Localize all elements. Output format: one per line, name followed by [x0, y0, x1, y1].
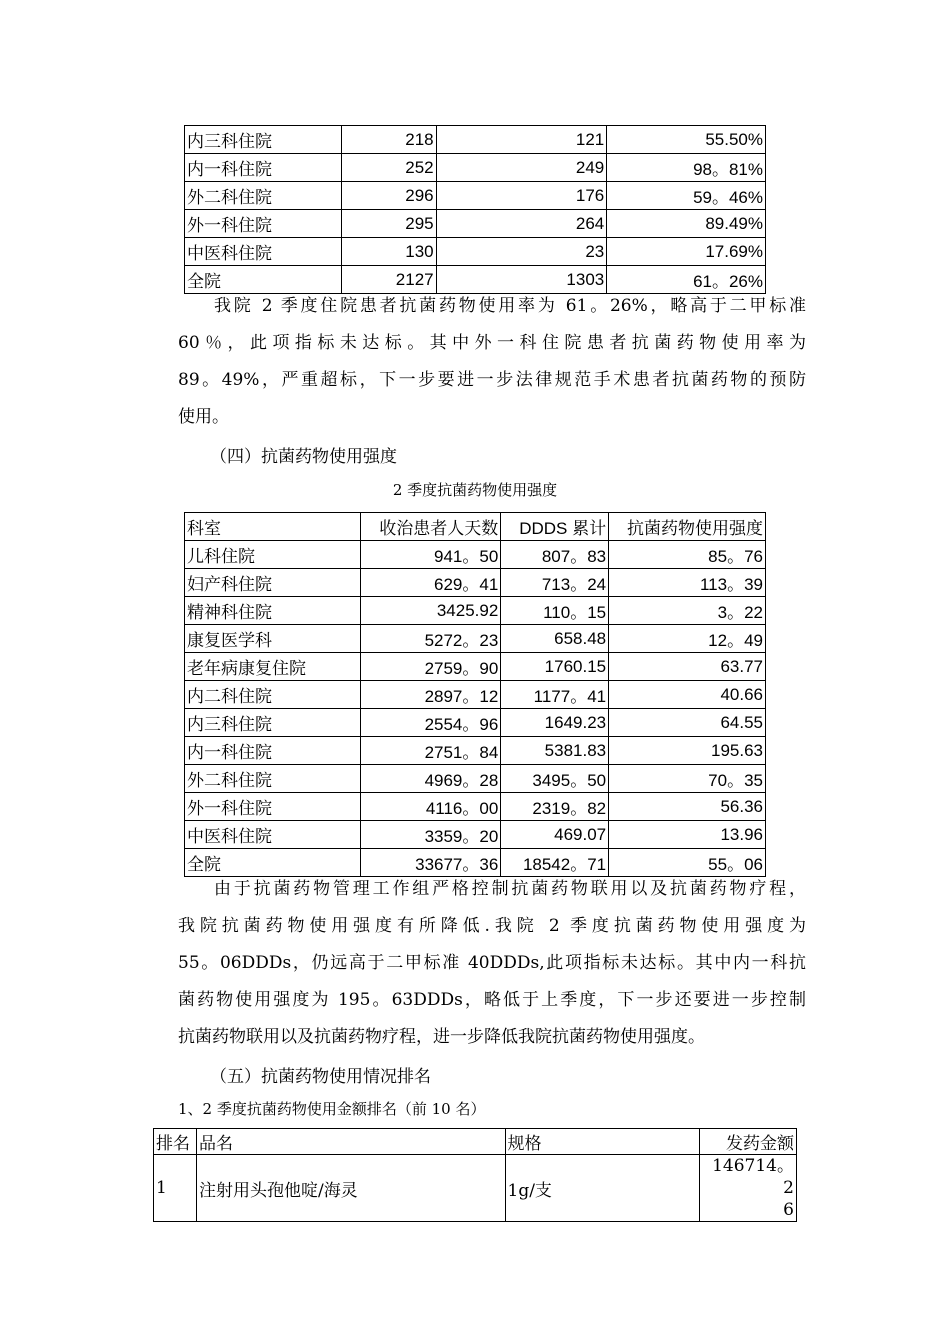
value-cell: 252: [341, 154, 436, 182]
dept-cell: 全院: [185, 266, 342, 294]
paragraph-line: 55。06DDDs，仍远高于二甲标准 40DDDs,此项指标未达标。其中内一科抗: [178, 953, 806, 973]
dept-cell: 中医科住院: [185, 238, 342, 266]
dept-cell: 外二科住院: [185, 182, 342, 210]
value-cell: 713。24: [501, 569, 609, 597]
value-cell: 1760.15: [501, 653, 609, 681]
dept-cell: 外一科住院: [185, 793, 361, 821]
table-row: [185, 154, 766, 182]
section-heading: （五）抗菌药物使用情况排名: [210, 1067, 431, 1087]
rate-cell: 55.50%: [607, 126, 766, 154]
rate-cell: 17.69%: [607, 238, 766, 266]
value-cell: 1177。41: [501, 681, 609, 709]
value-cell: 807。83: [501, 541, 609, 569]
usage-rate-table: [184, 125, 766, 294]
value-cell: 3。22: [609, 597, 766, 625]
rank-cell: 1: [154, 1155, 197, 1222]
value-cell: 13.96: [609, 821, 766, 849]
dept-cell: 外二科住院: [185, 765, 361, 793]
value-cell: 3495。50: [501, 765, 609, 793]
table-header-row: [154, 1129, 797, 1155]
table-row: [185, 653, 766, 681]
value-cell: 64.55: [609, 709, 766, 737]
value-cell: 55。06: [609, 849, 766, 877]
value-cell: 12。49: [609, 625, 766, 653]
value-cell: 249: [436, 154, 607, 182]
value-cell: 195.63: [609, 737, 766, 765]
value-cell: 2319。82: [501, 793, 609, 821]
column-header: 规格: [505, 1129, 700, 1155]
value-cell: 40.66: [609, 681, 766, 709]
value-cell: 4116。00: [361, 793, 501, 821]
amount-line: 146714。2: [712, 1156, 794, 1198]
value-cell: 18542。71: [501, 849, 609, 877]
table-row: [185, 569, 766, 597]
column-header: DDDS 累计: [501, 513, 609, 541]
value-cell: 2759。90: [361, 653, 501, 681]
amount-cell: [700, 1155, 797, 1222]
value-cell: 2897。12: [361, 681, 501, 709]
value-cell: 941。50: [361, 541, 501, 569]
amount-line: 6: [783, 1200, 794, 1220]
spec-cell: 1g/支: [505, 1155, 700, 1222]
value-cell: 2554。96: [361, 709, 501, 737]
value-cell: 63.77: [609, 653, 766, 681]
usage-rate-paragraph: [178, 288, 806, 436]
subsection-heading: 1、2 季度抗菌药物使用金额排名（前 10 名）: [178, 1100, 486, 1118]
dept-cell: 内三科住院: [185, 709, 361, 737]
column-header: 排名: [154, 1129, 197, 1155]
dept-cell: 内二科住院: [185, 681, 361, 709]
table-row: [185, 821, 766, 849]
table-row: [185, 765, 766, 793]
value-cell: 2751。84: [361, 737, 501, 765]
value-cell: 4969。28: [361, 765, 501, 793]
value-cell: 113。39: [609, 569, 766, 597]
rate-cell: 89.49%: [607, 210, 766, 238]
value-cell: 3359。20: [361, 821, 501, 849]
intensity-table: [184, 512, 766, 877]
column-header: 收治患者人天数: [361, 513, 501, 541]
table-row: [185, 709, 766, 737]
table-row: [185, 737, 766, 765]
table-row: [154, 1155, 797, 1222]
dept-cell: 内一科住院: [185, 154, 342, 182]
dept-cell: 内一科住院: [185, 737, 361, 765]
paragraph-line: 89。49%，严重超标，下一步要进一步法律规范手术患者抗菌药物的预防: [178, 370, 806, 390]
dept-cell: 内三科住院: [185, 126, 342, 154]
value-cell: 23: [436, 238, 607, 266]
column-header: 科室: [185, 513, 361, 541]
table-row: [185, 625, 766, 653]
paragraph-line: 我院 2 季度住院患者抗菌药物使用率为 61。26%，略高于二甲标准: [214, 296, 806, 316]
dept-cell: 精神科住院: [185, 597, 361, 625]
rate-cell: 61。26%: [607, 266, 766, 294]
value-cell: 264: [436, 210, 607, 238]
value-cell: 295: [341, 210, 436, 238]
table-row: [185, 182, 766, 210]
value-cell: 5381.83: [501, 737, 609, 765]
paragraph-line: 抗菌药物联用以及抗菌药物疗程，进一步降低我院抗菌药物使用强度。: [178, 1027, 705, 1047]
dept-cell: 妇产科住院: [185, 569, 361, 597]
intensity-paragraph: [178, 871, 806, 1056]
table-row: [185, 597, 766, 625]
table-row: [185, 210, 766, 238]
value-cell: 110。15: [501, 597, 609, 625]
table-header-row: [185, 513, 766, 541]
value-cell: 176: [436, 182, 607, 210]
dept-cell: 外一科住院: [185, 210, 342, 238]
column-header: 发药金额: [700, 1129, 797, 1155]
rate-cell: 59。46%: [607, 182, 766, 210]
table-row: [185, 238, 766, 266]
value-cell: 5272。23: [361, 625, 501, 653]
section-heading: （四）抗菌药物使用强度: [210, 447, 397, 467]
paragraph-line: 菌药物使用强度为 195。63DDDs，略低于上季度，下一步还要进一步控制: [178, 990, 806, 1010]
value-cell: 218: [341, 126, 436, 154]
value-cell: 70。35: [609, 765, 766, 793]
value-cell: 2127: [341, 266, 436, 294]
dept-cell: 全院: [185, 849, 361, 877]
value-cell: 658.48: [501, 625, 609, 653]
value-cell: 85。76: [609, 541, 766, 569]
table-row: [185, 681, 766, 709]
value-cell: 629。41: [361, 569, 501, 597]
table-row: [185, 541, 766, 569]
dept-cell: 康复医学科: [185, 625, 361, 653]
rate-cell: 98。81%: [607, 154, 766, 182]
table-row: [185, 126, 766, 154]
dept-cell: 老年病康复住院: [185, 653, 361, 681]
column-header: 品名: [196, 1129, 505, 1155]
paragraph-line: 使用。: [178, 407, 229, 427]
value-cell: 1303: [436, 266, 607, 294]
value-cell: 469.07: [501, 821, 609, 849]
ranking-table: [153, 1128, 797, 1222]
value-cell: 33677。36: [361, 849, 501, 877]
dept-cell: 儿科住院: [185, 541, 361, 569]
paragraph-line: 由于抗菌药物管理工作组严格控制抗菌药物联用以及抗菌药物疗程，: [214, 879, 806, 899]
table-caption: 2 季度抗菌药物使用强度: [392, 481, 558, 499]
drug-name-cell: 注射用头孢他啶/海灵: [196, 1155, 505, 1222]
value-cell: 56.36: [609, 793, 766, 821]
value-cell: 130: [341, 238, 436, 266]
paragraph-line: 60％，此项指标未达标。其中外一科住院患者抗菌药物使用率为: [178, 333, 806, 353]
column-header: 抗菌药物使用强度: [609, 513, 766, 541]
value-cell: 3425.92: [361, 597, 501, 625]
value-cell: 121: [436, 126, 607, 154]
paragraph-line: 我院抗菌药物使用强度有所降低.我院 2 季度抗菌药物使用强度为: [178, 916, 806, 936]
value-cell: 1649.23: [501, 709, 609, 737]
dept-cell: 中医科住院: [185, 821, 361, 849]
value-cell: 296: [341, 182, 436, 210]
table-row: [185, 793, 766, 821]
